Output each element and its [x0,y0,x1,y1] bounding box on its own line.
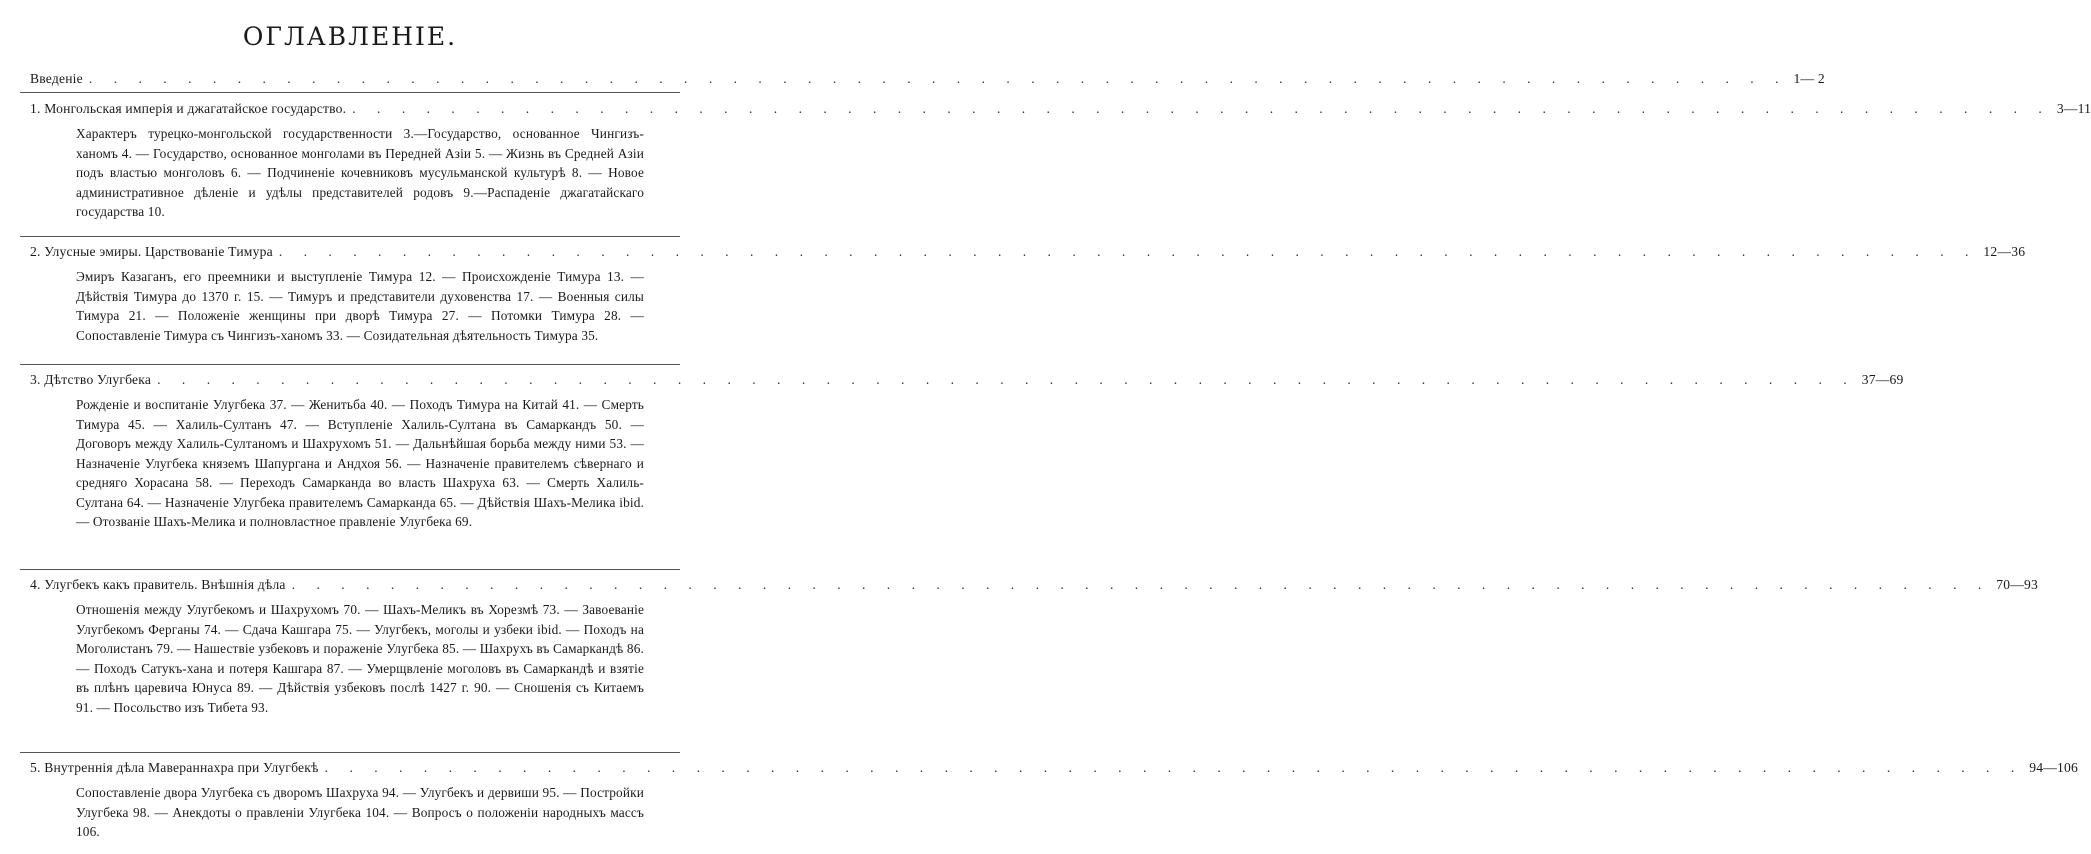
toc-entry-heading [30,243,2026,261]
toc-entry-label: 4. Улугбекъ какъ правитель. Внѣшнія дѣла [30,577,286,592]
toc-entry-pages: 12—36 [1983,244,2026,259]
toc-entry-label: Введеніе [30,71,83,86]
toc-entry-heading [30,759,2079,777]
toc-entry-label: 1. Монгольская имперія и джагатайское государство. [30,101,347,116]
toc-entry-chapter-5 [30,759,2079,842]
divider [20,236,680,237]
toc-entry-heading [30,100,2091,118]
toc-entry-chapter-2 [30,243,2026,345]
toc-entry-chapter-1 [30,100,2091,222]
toc-entry-summary: Сопоставленіе двора Улугбека съ дворомъ Шахруха 94. — Улугбекъ и дервиши 95. — Постройки Улугбека 98. — Анекдоты о правленіи Улугбека 104. — Вопросъ о положеніи народныхъ массъ 106. [76,785,644,840]
toc-entry-heading [30,371,1904,389]
toc-entry-summary: Характеръ турецко-монгольской государственности 3.—Государство, основанное Чингизъ-ханомъ 4. — Государство, основанное монголами въ Передней Азіи 5. — Жизнь въ Средней Азіи подъ властью монголовъ 6. — Подчиненіе кочевниковъ мусульманской культурѣ 8. — Новое административное дѣленіе и удѣлы представителей родовъ 9.—Распаденіе джагатайскаго государства 10. [76,126,644,220]
toc-entry-pages: 70—93 [1996,577,2039,592]
toc-entry-introduction [30,70,1825,88]
toc-entry-heading [30,70,1825,88]
toc-entry-pages: 94—106 [2029,760,2079,775]
toc-entry-pages: 1— 2 [1793,71,1825,86]
toc-entry-summary: Рожденіе и воспитаніе Улугбека 37. — Женитьба 40. — Походъ Тимура на Китай 41. — Смерть Тимура 45. — Халиль-Султанъ 47. — Вступленіе Халиль-Султана въ Самаркандъ 50. — Договоръ между Халиль-Султаномъ и Шахрухомъ 51. — Дальнѣйшая борьба между ними 53. — Назначеніе Улугбека княземъ Шапургана и Андхоя 56. — Назначеніе правителемъ сѣвернаго и средняго Хорасана 58. — Переходъ Самарканда во власть Шахруха 63. — Смерть Халиль-Султана 64. — Назначеніе Улугбека правителемъ Самарканда 65. — Дѣйствія Шахъ-Мелика ibid. — Отозваніе Шахъ-Мелика и полновластное правленіе Улугбека 69. [76,397,644,530]
toc-entry-summary: Эмиръ Казаганъ, его преемники и выступленіе Тимура 12. — Происхожденіе Тимура 13. — Дѣйствія Тимура до 1370 г. 15. — Тимуръ и представители духовенства 17. — Военныя силы Тимура 21. — Положеніе женщины при дворѣ Тимура 27. — Потомки Тимура 28. — Сопоставленіе Тимура съ Чингизъ-ханомъ 33. — Созидательная дѣятельность Тимура 35. [76,269,644,343]
toc-entry-label: 5. Внутреннія дѣла Мавераннахра при Улугбекѣ [30,760,319,775]
toc-entry-chapter-3 [30,371,1904,532]
dot-leader: . . . . . . . . . . . . . . . . . . . . . . . . . . . . . . . . . . . . . . . . . . . . . . . . . . . . . . . . . . . . . . . . . . . . . [157,372,1856,387]
toc-entry-chapter-4 [30,576,2039,717]
page-title: ОГЛАВЛЕНІЕ. [242,22,458,51]
divider [20,569,680,570]
toc-entry-label: 2. Улусные эмиры. Царствованіе Тимура [30,244,273,259]
toc-entry-pages: 37—69 [1861,372,1904,387]
divider [20,752,680,753]
toc-entry-heading [30,576,2039,594]
divider [20,364,680,365]
toc-entry-label: 3. Дѣтство Улугбека [30,372,152,387]
dot-leader: . . . . . . . . . . . . . . . . . . . . . . . . . . . . . . . . . . . . . . . . . . . . . . . . . . . . . . . . . . . . . . . . . . . . . [352,101,2051,116]
toc-entry-summary: Отношенія между Улугбекомъ и Шахрухомъ 70. — Шахъ-Меликъ въ Хорезмѣ 73. — Завоеваніе Улугбекомъ Ферганы 74. — Сдача Кашгара 75. — Улугбекъ, моголы и узбеки ibid. — Походъ на Моголистанъ 79. — Нашествіе узбековъ и пораженіе Улугбека 85. — Шахрухъ въ Самаркандѣ 86. — Походъ Сатукъ-хана и потеря Кашгара 87. — Умерщвленіе моголовъ въ Самаркандѣ и взятіе въ плѣнъ царевича Юнуса 89. — Дѣйствія узбековъ послѣ 1427 г. 90. — Сношенія съ Китаемъ 91. — Посольство изъ Тибета 93. [76,602,644,715]
divider [20,92,680,93]
toc-entry-pages: 3—11 [2056,101,2091,116]
dot-leader: . . . . . . . . . . . . . . . . . . . . . . . . . . . . . . . . . . . . . . . . . . . . . . . . . . . . . . . . . . . . . . . . . . . . . [291,577,1991,592]
dot-leader: . . . . . . . . . . . . . . . . . . . . . . . . . . . . . . . . . . . . . . . . . . . . . . . . . . . . . . . . . . . . . . . . . . . . . [278,244,1978,259]
dot-leader: . . . . . . . . . . . . . . . . . . . . . . . . . . . . . . . . . . . . . . . . . . . . . . . . . . . . . . . . . . . . . . . . . . . . . [324,760,2024,775]
dot-leader: . . . . . . . . . . . . . . . . . . . . . . . . . . . . . . . . . . . . . . . . . . . . . . . . . . . . . . . . . . . . . . . . . . . . . [88,71,1788,86]
